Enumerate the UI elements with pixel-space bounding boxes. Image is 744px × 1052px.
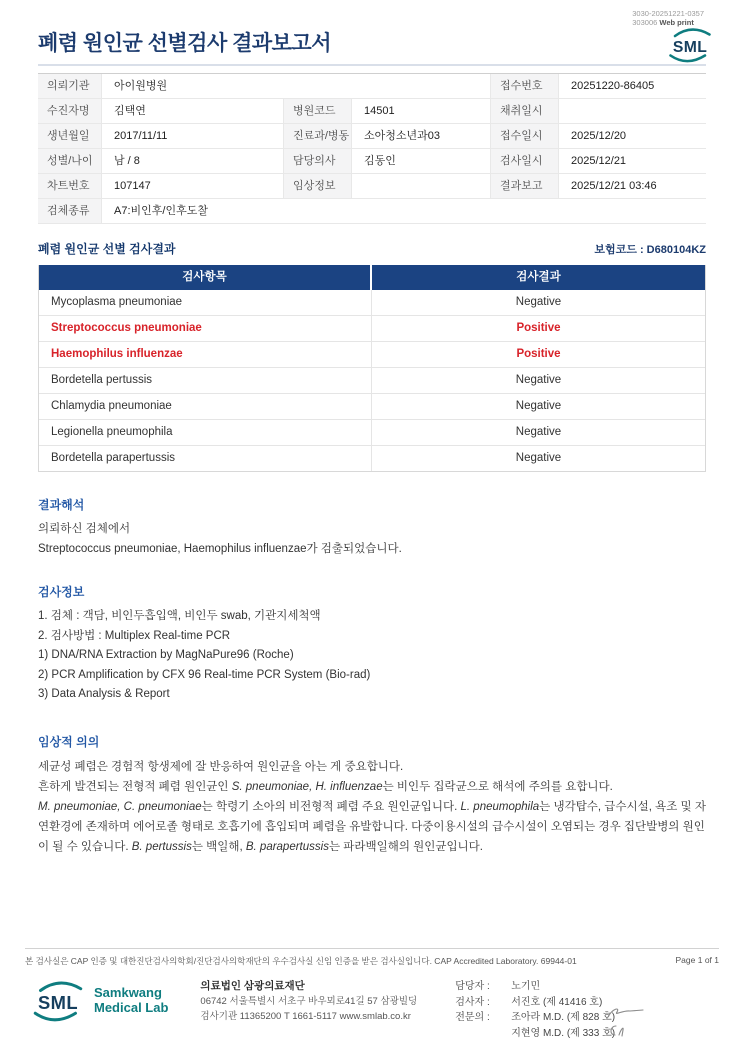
- test-info-heading: 검사정보: [38, 585, 85, 599]
- clinical-paragraph: M. pneumoniae, C. pneumoniae는 학령기 소아의 비전형적 폐렴 주요 원인균입니다. L. pneumophila는 냉각탑수, 급수시설, 욕조 및 자연환경에 존재하며 에어로졸 형태로 호흡기에 흡입되며 폐렴을 유발합니다. 다중이용시설의 급수시설이 오염되는 경우 집단발병의 원인이 될 수 있습니다. B. pertussis는 백일해, B. parapertussis는 파라백일해의 원인균입니다.: [38, 800, 706, 853]
- info-value-receipt-date: 2025/12/20: [559, 124, 706, 149]
- test-result: Positive: [516, 322, 561, 334]
- test-result: Negative: [515, 452, 562, 464]
- web-print-label: Web print: [659, 18, 694, 27]
- info-value-report-datetime: 2025/12/21 03:46: [559, 174, 706, 199]
- info-label-birth-date: 생년월일: [38, 124, 102, 149]
- results-table-header: [39, 265, 705, 290]
- svg-text:SML: SML: [37, 991, 79, 1013]
- test-info-line: 2) PCR Amplification by CFX 96 Real-time PCR System (Bio-rad): [38, 668, 371, 681]
- reference-codes: [632, 9, 704, 27]
- test-name: Mycoplasma pneumoniae: [39, 290, 372, 315]
- report-footer: [25, 948, 719, 1052]
- test-result: Negative: [515, 400, 562, 412]
- staff-block: [455, 979, 615, 1041]
- staff-role: [455, 1026, 501, 1042]
- info-value-doctor: 김동인: [352, 149, 490, 174]
- staff-name: 지현영 M.D. (제 333 호): [511, 1027, 616, 1039]
- svg-text:SML: SML: [672, 38, 708, 56]
- interpretation-line: 의뢰하신 검체에서: [38, 523, 131, 535]
- test-result: Negative: [515, 374, 562, 386]
- info-value-specimen-type: A7:비인후/인후도찰: [102, 199, 706, 224]
- info-value-birth-date: 2017/11/11: [102, 124, 283, 149]
- test-name: Chlamydia pneumoniae: [39, 394, 372, 419]
- test-result: Positive: [516, 348, 561, 360]
- results-section-header: [38, 240, 706, 257]
- header-divider: [38, 64, 706, 66]
- signature-icon: [605, 1005, 647, 1021]
- info-label-clinical-info: 임상정보: [283, 174, 352, 199]
- results-table: [38, 265, 706, 472]
- report-header: [38, 0, 706, 66]
- info-label-sex-age: 성별/나이: [38, 149, 102, 174]
- test-name: Bordetella pertussis: [39, 368, 372, 393]
- info-value-test-datetime: 2025/12/21: [559, 149, 706, 174]
- results-table-body: [39, 290, 705, 471]
- info-label-requester: 의뢰기관: [38, 74, 102, 99]
- test-info-section: [38, 583, 706, 705]
- patient-info-table: [38, 73, 706, 224]
- info-label-chart-no: 차트번호: [38, 174, 102, 199]
- interpretation-line: Streptococcus pneumoniae, Haemophilus influenzae가 검출되었습니다.: [38, 542, 402, 555]
- results-col-test: 검사항목: [39, 265, 372, 290]
- logo-word-line2: Medical Lab: [94, 1000, 169, 1015]
- test-info-line: 2. 검사방법 : Multiplex Real-time PCR: [38, 629, 231, 642]
- organization-address: 06742 서울특별시 서초구 바우뫼로41길 57 삼광빌딩: [200, 996, 418, 1007]
- sml-logo-icon: [30, 979, 86, 1023]
- staff-name: 노기민: [511, 981, 541, 992]
- info-label-test-datetime: 검사일시: [490, 149, 559, 174]
- info-label-collect-datetime: 채취일시: [490, 99, 559, 124]
- staff-list: [455, 979, 615, 1041]
- test-info-line: 3) Data Analysis & Report: [38, 688, 170, 700]
- staff-role: 전문의 :: [455, 1012, 490, 1023]
- info-value-sex-age: 남 / 8: [102, 149, 283, 174]
- info-label-hospital-code: 병원코드: [283, 99, 352, 124]
- footer-logo: [30, 979, 168, 1041]
- info-value-patient-name: 김택연: [102, 99, 283, 124]
- info-label-patient-name: 수진자명: [38, 99, 102, 124]
- info-value-collect-datetime: [559, 99, 706, 124]
- results-section-title: 폐렴 원인균 선별 검사결과: [38, 242, 176, 256]
- test-name: Bordetella parapertussis: [39, 446, 372, 471]
- logo-word-line1: Samkwang: [94, 985, 162, 1000]
- info-value-hospital-code: 14501: [352, 99, 490, 124]
- accreditation-note: 본 검사실은 CAP 인증 및 대한진단검사의학회/진단검사의학재단의 우수검사실 신임 인증을 받은 검사실입니다. CAP Accredited Laboratory. 69944-01: [25, 956, 577, 966]
- info-value-clinical-info: [352, 174, 490, 199]
- page-title: 폐렴 원인균 선별검사 결과보고서: [38, 32, 332, 55]
- info-value-requester: 아이원병원: [102, 74, 490, 99]
- test-name: Legionella pneumophila: [39, 420, 372, 445]
- result-row: [39, 367, 705, 393]
- test-result: Negative: [515, 296, 562, 308]
- staff-role: 검사자 :: [455, 996, 490, 1008]
- result-row: [39, 290, 705, 315]
- info-label-doctor: 담당의사: [283, 149, 352, 174]
- clinical-paragraph: 흔하게 발견되는 전형적 폐렴 원인균인 S. pneumoniae, H. influenzae는 비인두 집락균으로 해석에 주의를 요합니다.: [38, 780, 613, 793]
- signature-icon: [607, 1023, 633, 1039]
- clinical-heading: 임상적 의의: [38, 734, 100, 749]
- organization-contact: 검사기관 11365200 T 1661-5117 www.smlab.co.kr: [200, 1011, 411, 1022]
- ref-code: 303006: [632, 18, 658, 27]
- staff-name: 서진호 (제 41416 호): [511, 996, 603, 1008]
- organization-name: 의료법인 삼광의료재단: [200, 980, 305, 992]
- info-label-receipt-date: 접수일시: [490, 124, 559, 149]
- interpretation-section: [38, 496, 706, 559]
- info-label-receipt-no: 접수번호: [490, 74, 559, 99]
- clinical-paragraph: 세균성 폐렴은 경험적 항생제에 잘 반응하여 원인균을 아는 게 중요합니다.: [38, 760, 404, 773]
- info-value-dept-ward: 소아청소년과03: [352, 124, 490, 149]
- test-name: Streptococcus pneumoniae: [39, 316, 372, 341]
- info-value-receipt-no: 20251220-86405: [559, 74, 706, 99]
- test-result: Negative: [515, 426, 562, 438]
- test-name: Haemophilus influenzae: [39, 342, 372, 367]
- result-row: [39, 419, 705, 445]
- staff-role: 담당자 :: [455, 981, 490, 992]
- result-row: [39, 315, 705, 341]
- staff-name: 조아라 M.D. (제 828 호): [511, 1012, 616, 1023]
- ref-number: 3030-20251221-0357: [632, 9, 704, 18]
- info-value-chart-no: 107147: [102, 174, 283, 199]
- page-number: Page 1 of 1: [675, 955, 719, 965]
- results-col-result: 검사결과: [516, 271, 561, 283]
- clinical-significance-section: [38, 733, 706, 857]
- sml-logo-icon: [666, 26, 714, 69]
- info-label-specimen-type: 검체종류: [38, 199, 102, 224]
- result-row: [39, 393, 705, 419]
- info-label-report-datetime: 결과보고: [490, 174, 559, 199]
- test-info-line: 1) DNA/RNA Extraction by MagNaPure96 (Roche): [38, 649, 294, 661]
- organization-info: [200, 979, 417, 1041]
- info-label-dept-ward: 진료과/병동: [283, 124, 352, 149]
- interpretation-heading: 결과해석: [38, 498, 85, 512]
- result-row: [39, 445, 705, 471]
- test-info-line: 1. 검체 : 객담, 비인두흡입액, 비인두 swab, 기관지세척액: [38, 610, 321, 622]
- insurance-code: 보험코드 : D680104KZ: [594, 244, 706, 256]
- result-row: [39, 341, 705, 367]
